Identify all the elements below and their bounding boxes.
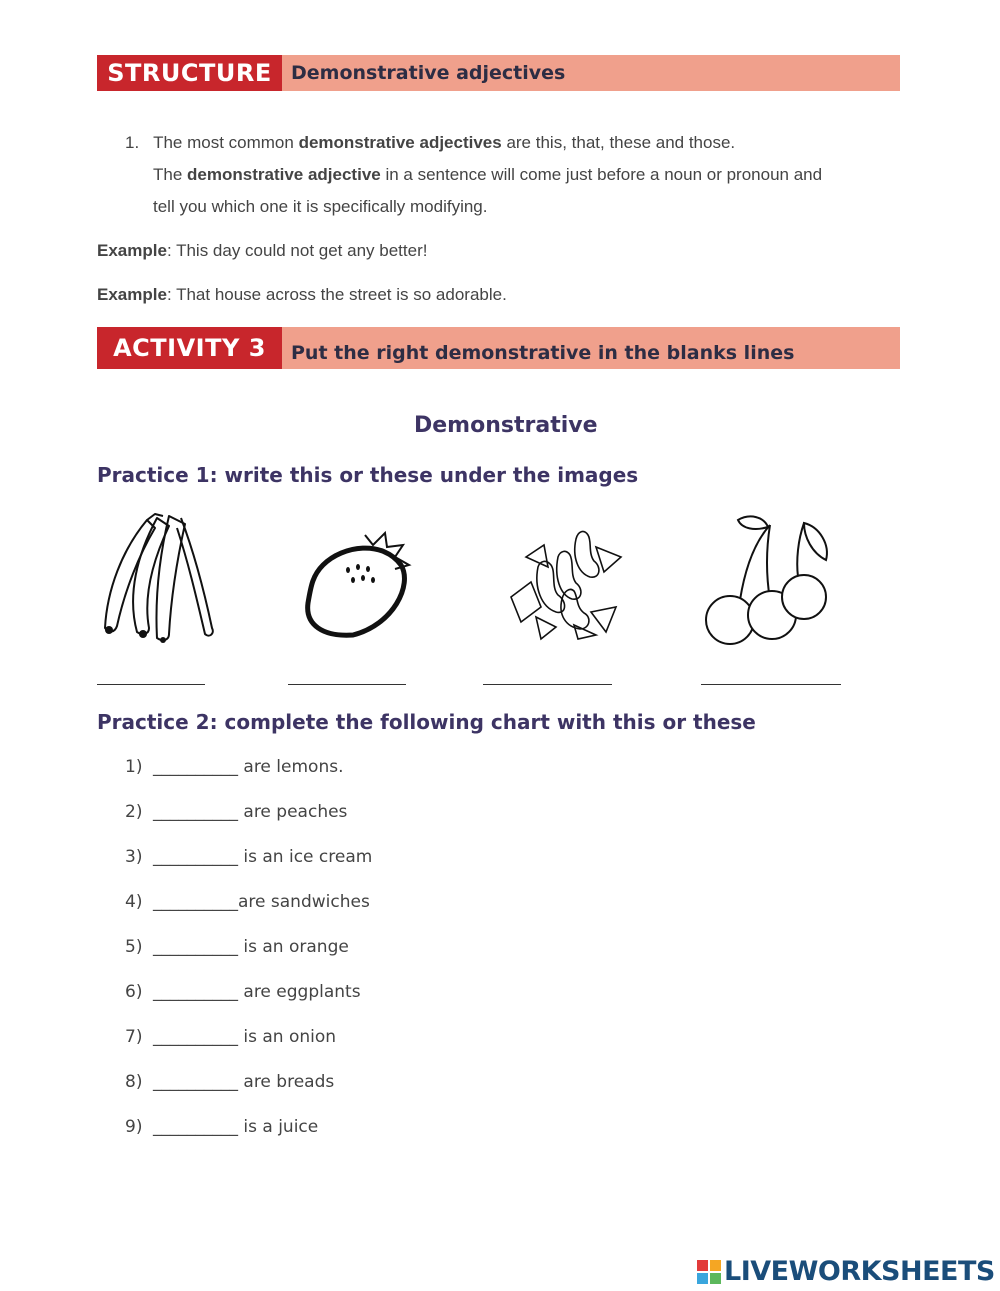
- list-item[interactable]: [125, 937, 349, 957]
- practice2-heading: Practice 2: complete the following chart with this or these: [97, 710, 756, 734]
- example-2-text: : That house across the street is so adorable.: [166, 285, 507, 304]
- item-number: 1): [125, 757, 143, 777]
- example-1-text: : This day could not get any better!: [166, 241, 428, 260]
- list-item[interactable]: [125, 1117, 318, 1137]
- item-number: 7): [125, 1027, 143, 1047]
- logo-cubes-icon: [697, 1260, 721, 1284]
- example-2: [97, 285, 507, 305]
- answer-blank-3[interactable]: [483, 684, 612, 685]
- item-number: 2): [125, 802, 143, 822]
- activity-banner: [97, 327, 900, 369]
- list-item[interactable]: [125, 802, 347, 822]
- list-item[interactable]: [125, 847, 372, 867]
- section-title: Demonstrative: [414, 413, 598, 438]
- structure-title: Demonstrative adjectives: [291, 62, 566, 84]
- line1-b: demonstrative adjectives: [298, 133, 502, 152]
- bananas-image: [97, 510, 223, 645]
- item-number: 4): [125, 892, 143, 912]
- cashews-image: [496, 527, 631, 642]
- activity-tag: ACTIVITY 3: [97, 327, 282, 369]
- list-item[interactable]: [125, 982, 361, 1002]
- item-number: 8): [125, 1072, 143, 1092]
- list-item[interactable]: [125, 892, 370, 912]
- list-item[interactable]: [125, 1027, 336, 1047]
- example-1: [97, 241, 427, 261]
- item-text: __________ are breads: [153, 1072, 335, 1092]
- logo-text: LIVEWORKSHEETS: [724, 1256, 995, 1287]
- line2-b: demonstrative adjective: [187, 165, 381, 184]
- logo-cube: [697, 1260, 708, 1271]
- structure-point: [125, 133, 735, 153]
- item-text: __________ is an orange: [153, 937, 349, 957]
- line1-a: The most common: [153, 133, 299, 152]
- example-2-label: Example: [97, 285, 167, 304]
- list-item[interactable]: [125, 757, 343, 777]
- item-text: __________ is an onion: [153, 1027, 337, 1047]
- structure-banner: [97, 55, 900, 91]
- example-1-label: Example: [97, 241, 167, 260]
- line1-c: are this, that, these and those.: [501, 133, 736, 152]
- line2-a: The: [153, 165, 188, 184]
- item-text: __________are sandwiches: [153, 892, 370, 912]
- logo-cube: [710, 1273, 721, 1284]
- answer-blank-1[interactable]: [97, 684, 205, 685]
- logo-cube: [697, 1273, 708, 1284]
- strawberry-image: [303, 525, 413, 640]
- item-number: 6): [125, 982, 143, 1002]
- item-number: 3): [125, 847, 143, 867]
- answer-blank-2[interactable]: [288, 684, 406, 685]
- line2-c: in a sentence will come just before a noun or pronoun and: [380, 165, 823, 184]
- structure-line2: [153, 165, 822, 185]
- point-number: 1.: [125, 133, 140, 152]
- structure-line3: tell you which one it is specifically modifying.: [153, 197, 488, 216]
- item-text: __________ are lemons.: [153, 757, 344, 777]
- item-number: 9): [125, 1117, 143, 1137]
- item-text: __________ is an ice cream: [153, 847, 373, 867]
- item-number: 5): [125, 937, 143, 957]
- answer-blank-4[interactable]: [701, 684, 841, 685]
- cherries-image: [700, 505, 835, 645]
- structure-tag: STRUCTURE: [97, 55, 282, 91]
- activity-title: Put the right demonstrative in the blanks lines: [291, 342, 795, 364]
- logo-cube: [710, 1260, 721, 1271]
- list-item[interactable]: [125, 1072, 334, 1092]
- item-text: __________ are eggplants: [153, 982, 361, 1002]
- item-text: __________ is a juice: [153, 1117, 319, 1137]
- liveworksheets-logo: [697, 1256, 995, 1287]
- practice1-heading: Practice 1: write this or these under the images: [97, 463, 639, 487]
- item-text: __________ are peaches: [153, 802, 348, 822]
